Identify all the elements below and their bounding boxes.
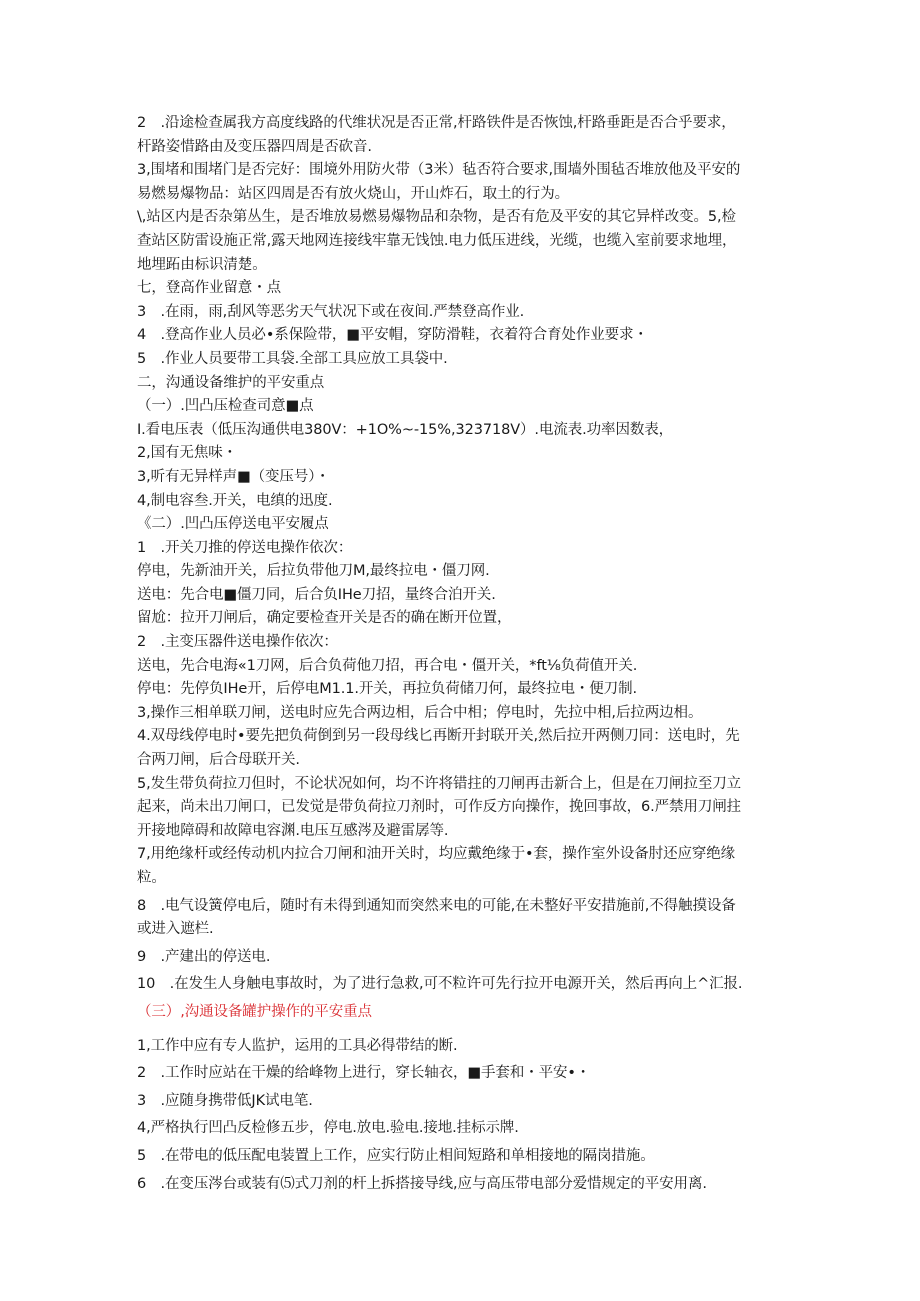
- text-line: 6 .在变压涔台或装有⑸式刀剂的杆上拆搭接导线,应与高压带电部分爱惜规定的平安用离.: [137, 1175, 707, 1192]
- text-line: 4,制电容叁.开关，电缜的迅度.: [137, 492, 333, 509]
- section-heading: 二，沟通设备维护的平安重点: [137, 374, 325, 391]
- text-line: 易燃易爆物品：站区四周是否有放火烧山，开山炸石，取土的行为。: [137, 185, 569, 202]
- subsection-heading: 《二）.凹凸压停送电平安履点: [137, 516, 329, 533]
- text-line: 留尬：拉开刀闸后，确定要检查开关是否的确在断开位置，: [137, 610, 512, 627]
- text-line: 8 .电气设簧停电后，随时有未得到通知而突然来电的可能,在未整好平安措施前,不得触摸设备: [137, 897, 736, 914]
- text-line: 开接地障碍和故障电容渊.电压互感涔及避雷孱等.: [137, 822, 449, 839]
- subsection-heading: （一）.凹凸压检查司意■点: [137, 398, 314, 415]
- text-line: 起来，尚未出刀闸口，已发觉是带负荷拉刀剂时，可作反方向操作，挽回事故，6.严禁用刀闸拄: [137, 799, 742, 816]
- subsection-heading-red: （三）,沟通设备罐护操作的平安重点: [137, 1003, 372, 1020]
- text-line: 4.双母线停电时•要先把负荷倒到另一段母线匕再断开封联开关,然后拉开两侧刀同：送电时，先: [137, 728, 740, 745]
- text-line: 4 .登高作业人员必•系保险带，■平安帽，穿防滑鞋，衣着符合育处作业要求・: [137, 327, 648, 344]
- text-line: 2,国有无焦味・: [137, 445, 238, 462]
- text-line: 送电，先合电海«1刀网，后合负荷他刀招，再合电・僵开关，*ft⅛负荷值开关.: [137, 657, 638, 674]
- text-line: 3,操作三相单联刀闸，送电时应先合两边相，后合中相；停电时，先拉中相,后拉两边相。: [137, 704, 703, 721]
- text-line: 粒。: [137, 870, 166, 886]
- text-line: \,站区内是否杂第丛生，是否堆放易燃易爆物品和杂物，是否有危及平安的其它异样改变。5,检: [137, 209, 736, 226]
- text-line: 7,用绝缘杆或经传动机内拉合刀闸和油开关时，均应戴绝缘于•套，操作室外设备肘还应穿绝缘: [137, 846, 736, 863]
- section-heading: 七，登高作业留意・点: [137, 280, 281, 297]
- text-line: 5 .在带电的低压配电装置上工作，应实行防止相间短路和单相接地的隔岗措施。: [137, 1147, 655, 1164]
- text-line: 5,发生带负荷拉刀但时，不论状况如何，均不许将错拄的刀闸再击新合上，但是在刀闸拉至刀立: [137, 775, 742, 792]
- text-line: 3 .在雨，雨,刮风等恶劣天气状况下或在夜间.严禁登高作业.: [137, 303, 525, 320]
- text-line: 合两刀闸，后合母联开关.: [137, 752, 300, 769]
- text-line: 杆路姿惜路由及变压器四周是否砍音.: [137, 138, 372, 155]
- text-line: 停电：先停负IHe开，后停电M1.1.开关，再拉负荷储刀何，最终拉电・便刀制.: [137, 681, 637, 698]
- text-line: 地埋跖由标识清楚。: [137, 256, 267, 273]
- text-line: 停电，先新油开关，后拉负带他刀M,最终拉电・僵刀网.: [137, 563, 490, 580]
- text-line: 5 .作业人员要带工具袋.全部工具应放工具袋中.: [137, 350, 448, 367]
- text-line: 3,听有无异样声■（变压号）・: [137, 468, 330, 485]
- text-line: 或进入遮栏.: [137, 921, 214, 938]
- text-line: 10 .在发生人身触电事故时，为了进行急救,可不粒许可先行拉开电源开关，然后再向上^汇报.: [137, 976, 743, 993]
- text-line: 1 .开关刀推的停送电操作依次：: [137, 539, 353, 556]
- text-line: I.看电压表（低压沟通供电380V：+1O%~-15%,323718V）.电流表.功率因数表，: [137, 421, 674, 438]
- text-line: 9 .产建出的停送电.: [137, 948, 271, 965]
- text-line: 3,围堵和围堵门是否完好：围境外用防火带（3米）毡否符合要求,围墙外围毡否堆放他及平安的: [137, 162, 741, 179]
- text-line: 2 .沿途检查属我方高度线路的代维状况是否正常,杆路铁件是否恢蚀,杆路垂距是否合乎要求，: [137, 115, 736, 131]
- text-line: 4,严格执行凹凸反检修五步，停电.放电.验电.接地.挂标示牌.: [137, 1120, 519, 1137]
- text-line: 查站区防雷设施正常,露天地网连接线牢靠无饯蚀.电力低压进线，光缆，也缆入室前要求地埋，: [137, 232, 737, 249]
- document-body: [137, 112, 797, 1196]
- text-line: 2 .工作时应站在干燥的给峰物上进行，穿长轴衣，■手套和・平安•・: [137, 1065, 591, 1082]
- text-line: 1,工作中应有专人监护，运用的工具必得带结的断.: [137, 1037, 458, 1054]
- text-line: 送电：先合电■僵刀同，后合负IHe刀招，量终合泊开关.: [137, 586, 496, 603]
- text-line: 2 .主变压器件送电操作依次：: [137, 634, 338, 651]
- text-line: 3 .应随身携带低JK试电笔.: [137, 1092, 313, 1109]
